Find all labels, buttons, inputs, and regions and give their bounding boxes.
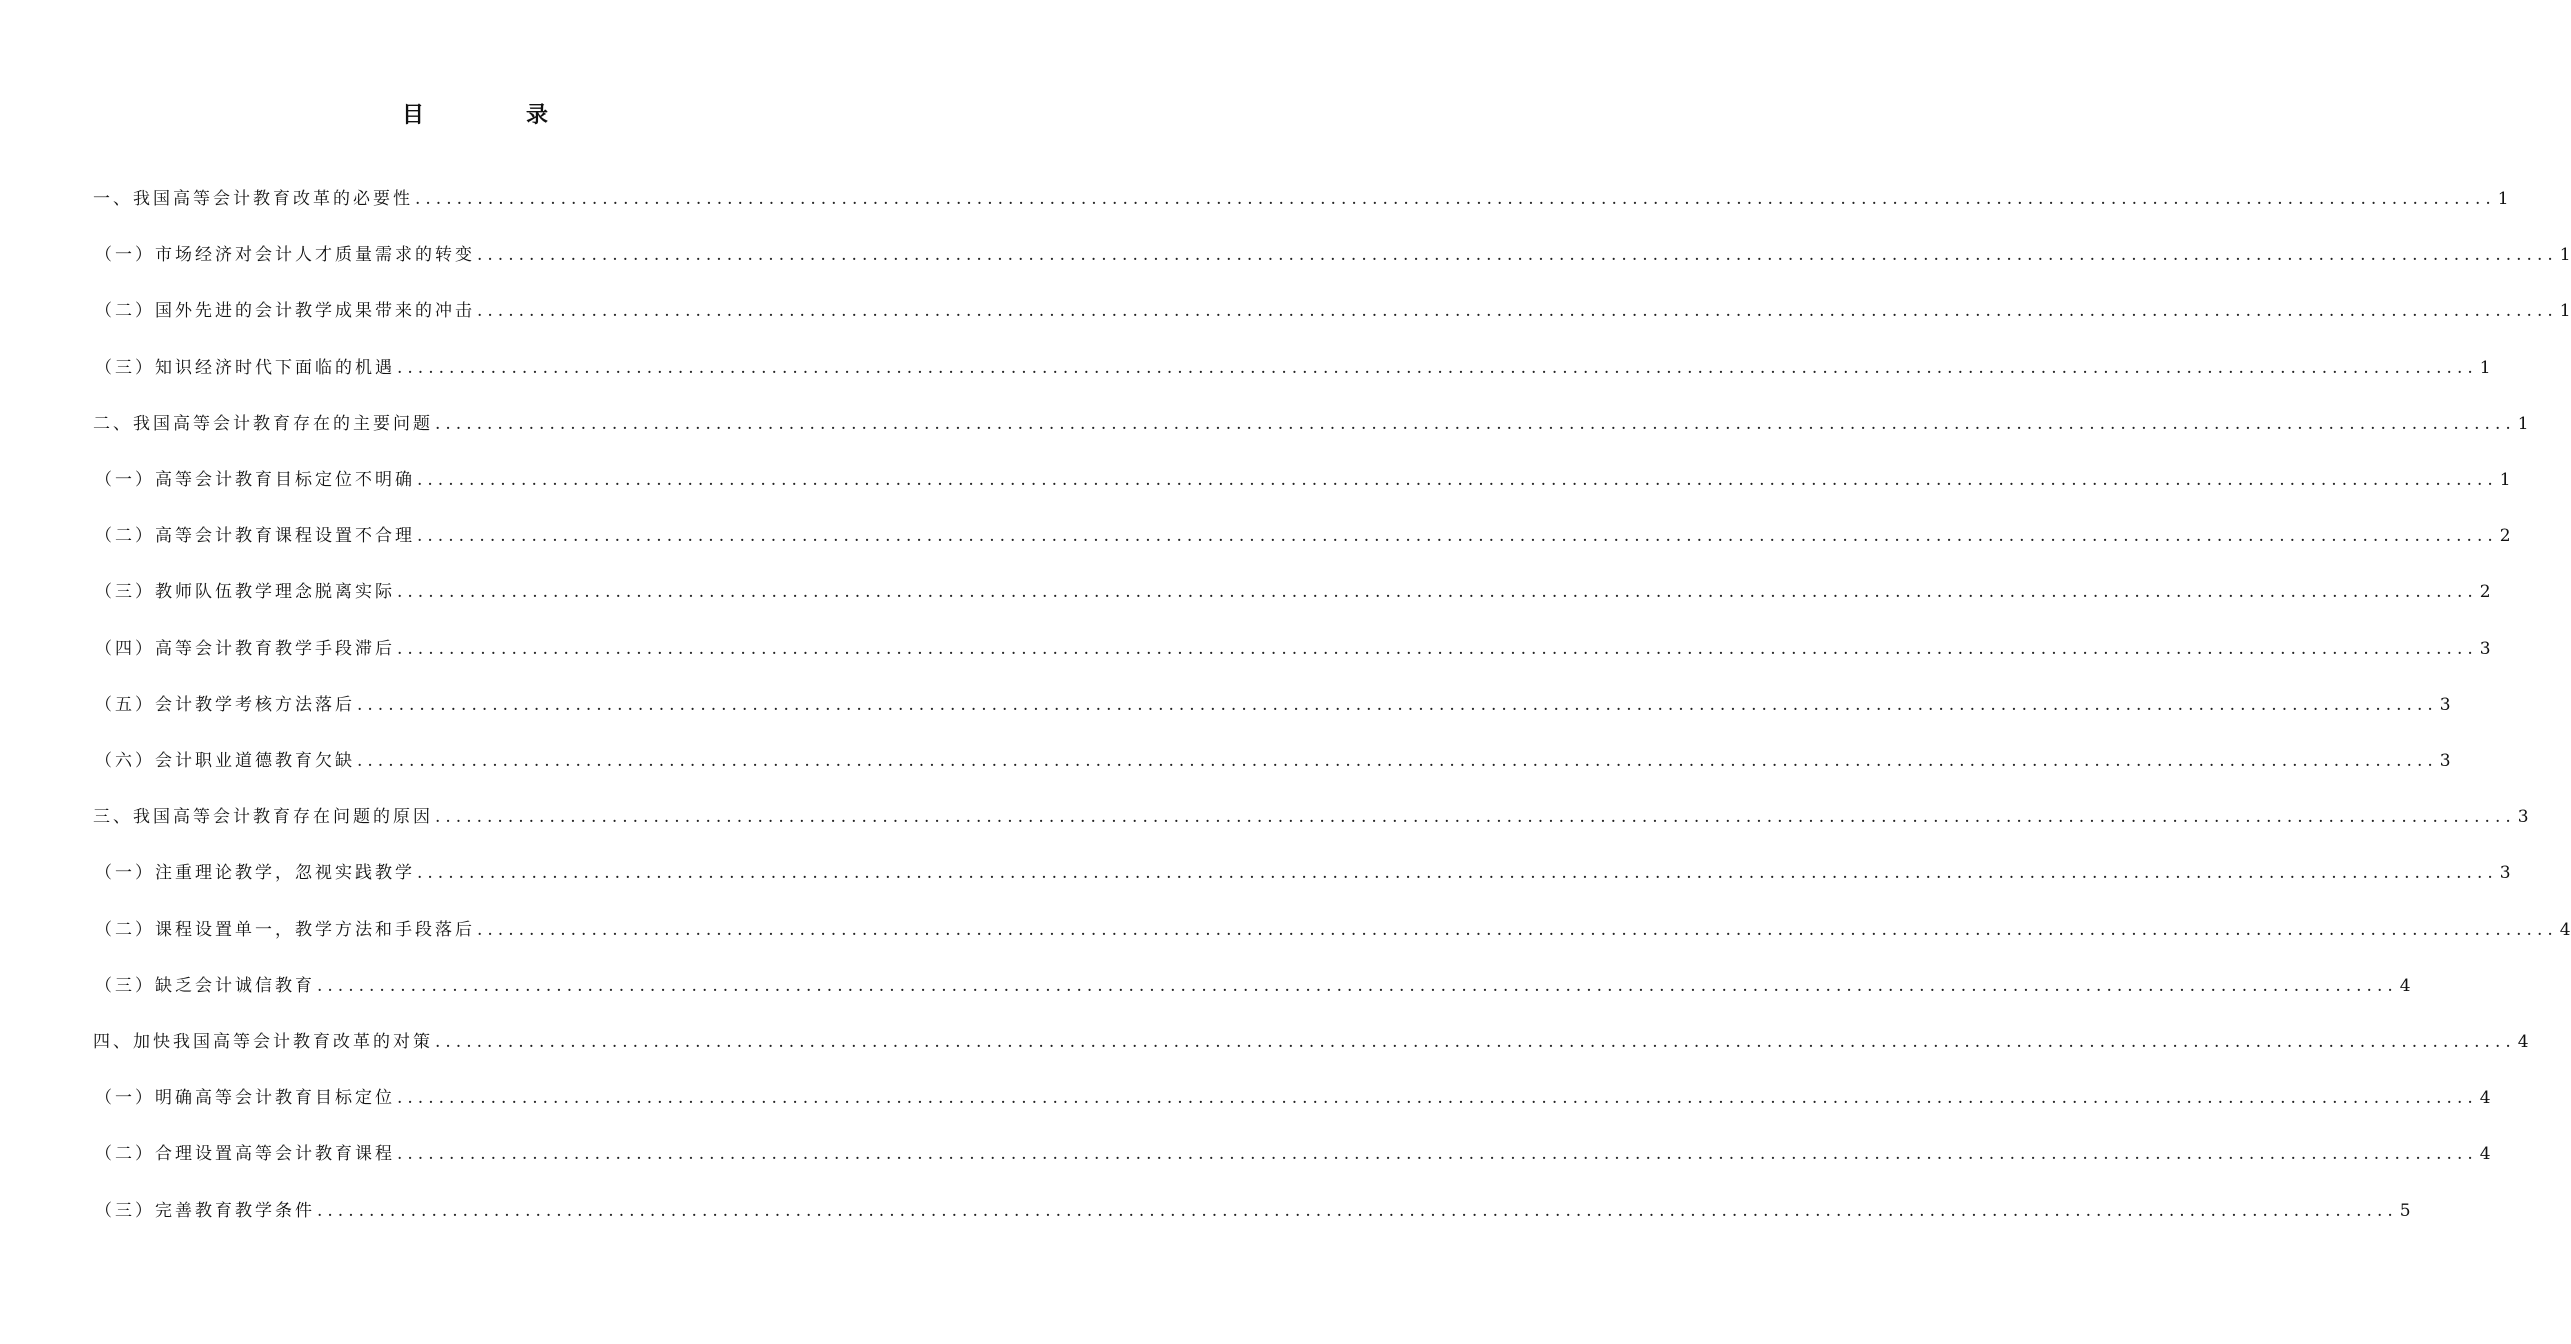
- toc-entry-title: （五）会计教学考核方法落后: [95, 694, 355, 715]
- toc-entry-title: （二）课程设置单一，教学方法和手段落后: [95, 919, 475, 940]
- toc-page-number: 5: [2399, 1200, 2411, 1221]
- toc-entry[interactable]: [95, 226, 2571, 266]
- toc-entry[interactable]: [95, 620, 2491, 660]
- toc-entry[interactable]: [93, 395, 2529, 435]
- toc-page-number: 1: [2517, 413, 2529, 434]
- toc-leader-dots: ........................................................................................................................................................................................................: [357, 694, 2438, 715]
- toc-leader-dots: ........................................................................................................................................................................................................: [397, 1088, 2478, 1109]
- toc-leader-dots: ........................................................................................................................................................................................................: [397, 638, 2478, 659]
- toc-leader-dots: ........................................................................................................................................................................................................: [317, 1200, 2398, 1221]
- toc-entry-title: （一）高等会计教育目标定位不明确: [95, 470, 415, 490]
- toc-leader-dots: ........................................................................................................................................................................................................: [417, 526, 2498, 547]
- toc-leader-dots: ........................................................................................................................................................................................................: [435, 413, 2516, 434]
- toc-page-number: 3: [2439, 694, 2451, 715]
- toc-entry[interactable]: [93, 1013, 2529, 1053]
- toc-entry-title: （六）会计职业道德教育欠缺: [95, 751, 355, 771]
- toc-page-number: 4: [2479, 1144, 2491, 1165]
- toc-entry-title: （二）合理设置高等会计教育课程: [95, 1144, 395, 1165]
- toc-entry[interactable]: [95, 507, 2511, 547]
- toc-entry-title: 二、我国高等会计教育存在的主要问题: [93, 413, 433, 434]
- toc-entry-title: 三、我国高等会计教育存在问题的原因: [93, 807, 433, 828]
- toc-page-number: 4: [2517, 1032, 2529, 1052]
- toc-page-number: 3: [2499, 863, 2511, 884]
- toc-entry-title: 四、加快我国高等会计教育改革的对策: [93, 1032, 433, 1052]
- toc-leader-dots: ........................................................................................................................................................................................................: [397, 582, 2478, 603]
- toc-entry-title: （二）高等会计教育课程设置不合理: [95, 526, 415, 547]
- toc-entry-title: （三）完善教育教学条件: [95, 1200, 315, 1221]
- toc-page-number: 4: [2479, 1088, 2491, 1109]
- toc-leader-dots: ........................................................................................................................................................................................................: [477, 245, 2558, 266]
- toc-entry-title: （四）高等会计教育教学手段滞后: [95, 638, 395, 659]
- toc-page-number: 1: [2497, 189, 2509, 209]
- toc-leader-dots: ........................................................................................................................................................................................................: [417, 470, 2498, 490]
- toc-entry[interactable]: [95, 1069, 2491, 1109]
- toc-page-number: 2: [2479, 582, 2491, 603]
- toc-entry[interactable]: [95, 339, 2491, 379]
- toc-leader-dots: ........................................................................................................................................................................................................: [477, 301, 2558, 322]
- toc-entry-title: （一）注重理论教学，忽视实践教学: [95, 863, 415, 884]
- toc-entry[interactable]: [95, 451, 2511, 491]
- toc-page-number: 3: [2439, 751, 2451, 771]
- toc-entry[interactable]: [95, 563, 2491, 603]
- toc-page-number: 1: [2559, 301, 2571, 322]
- toc-page-number: 1: [2499, 470, 2511, 490]
- toc-entry[interactable]: [93, 788, 2529, 828]
- toc-entry-title: （一）市场经济对会计人才质量需求的转变: [95, 245, 475, 266]
- toc-leader-dots: ........................................................................................................................................................................................................: [317, 975, 2398, 996]
- toc-page-number: 3: [2479, 638, 2491, 659]
- toc-entry[interactable]: [93, 170, 2509, 210]
- toc-entry[interactable]: [95, 732, 2451, 772]
- toc-entry-title: 一、我国高等会计教育改革的必要性: [93, 189, 413, 209]
- toc-entry[interactable]: [95, 1125, 2491, 1165]
- toc-page-number: 3: [2517, 807, 2529, 828]
- toc-leader-dots: ........................................................................................................................................................................................................: [357, 751, 2438, 771]
- toc-entry-title: （二）国外先进的会计教学成果带来的冲击: [95, 301, 475, 322]
- toc-leader-dots: ........................................................................................................................................................................................................: [397, 1144, 2478, 1165]
- toc-leader-dots: ........................................................................................................................................................................................................: [435, 807, 2516, 828]
- toc-entry[interactable]: [95, 844, 2511, 884]
- toc-leader-dots: ........................................................................................................................................................................................................: [417, 863, 2498, 884]
- toc-leader-dots: ........................................................................................................................................................................................................: [435, 1032, 2516, 1052]
- toc-page-number: 4: [2399, 975, 2411, 996]
- toc-entry-title: （三）缺乏会计诚信教育: [95, 975, 315, 996]
- toc-entry[interactable]: [95, 1182, 2411, 1222]
- toc-entry-title: （三）教师队伍教学理念脱离实际: [95, 582, 395, 603]
- toc-page-number: 1: [2559, 245, 2571, 266]
- toc-entry[interactable]: [95, 676, 2451, 716]
- toc-entry[interactable]: [95, 957, 2411, 997]
- toc-page-number: 4: [2559, 919, 2571, 940]
- toc-leader-dots: ........................................................................................................................................................................................................: [397, 357, 2478, 378]
- toc-entry-title: （三）知识经济时代下面临的机遇: [95, 357, 395, 378]
- toc-entry[interactable]: [95, 282, 2571, 322]
- toc-page-number: 1: [2479, 357, 2491, 378]
- toc-title: 目 录: [401, 102, 588, 128]
- toc-leader-dots: ........................................................................................................................................................................................................: [477, 919, 2558, 940]
- toc-page-number: 2: [2499, 526, 2511, 547]
- toc-leader-dots: ........................................................................................................................................................................................................: [415, 189, 2496, 209]
- toc-entry-title: （一）明确高等会计教育目标定位: [95, 1088, 395, 1109]
- toc-entry[interactable]: [95, 901, 2571, 941]
